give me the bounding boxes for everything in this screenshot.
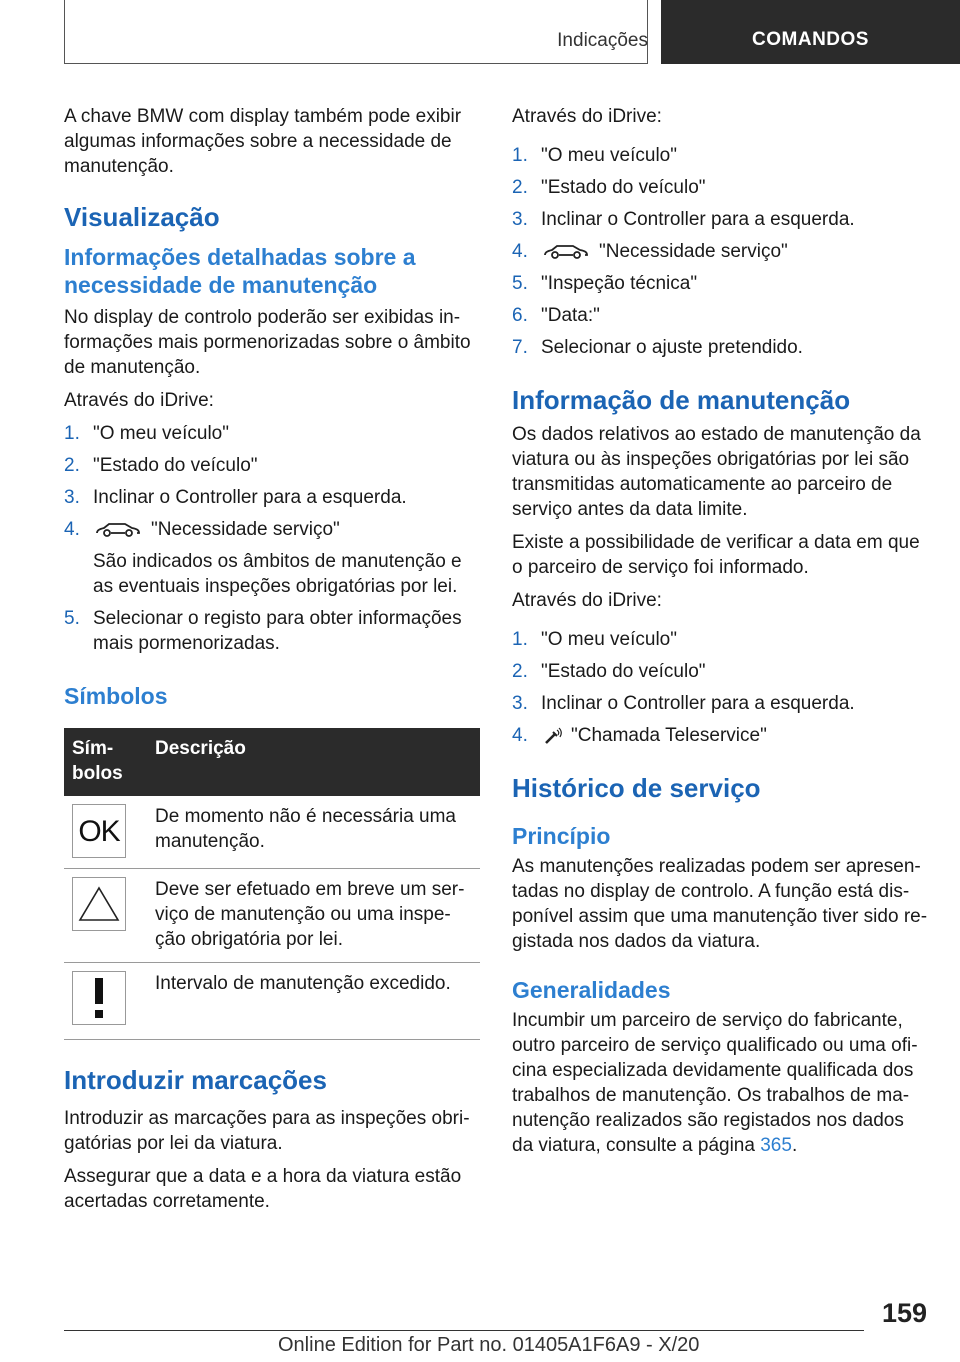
- right-column: [512, 104, 928, 1166]
- via-idrive-2: Através do iDrive:: [512, 590, 662, 611]
- list-item: 1. "O meu veículo": [512, 629, 677, 650]
- list-item: 4. "Chamada Teleservice": [512, 725, 767, 746]
- heading-historico: Histórico de serviço: [512, 773, 761, 803]
- page-number: 159: [881, 1298, 927, 1328]
- heading-visualizacao: Visualização: [64, 202, 220, 232]
- list-item: 4. "Necessidade serviço" São indicados os âmbitos de manutenção e as eventuais inspeções obrigatórias por lei.: [64, 519, 462, 597]
- heading-principio: Princípio: [512, 823, 611, 849]
- car-icon: [543, 244, 589, 260]
- table-cell: Intervalo de manutenção excedido.: [147, 963, 480, 1040]
- ok-icon: OK: [72, 804, 126, 858]
- table-row: [64, 869, 480, 963]
- page-link[interactable]: 365: [760, 1135, 792, 1156]
- footer-text: Online Edition for Part no. 01405A1F6A9 - X/20: [278, 1334, 700, 1356]
- list-item: 7. Selecionar o ajuste pretendido.: [512, 337, 803, 358]
- header-section: Indicações: [557, 30, 648, 51]
- steps-list-2: [512, 627, 928, 748]
- principle-text: As manutenções realizadas podem ser apresentadas no display de controlo. A função está disponível assim que uma manutenção tiver sido registada nos dados da viatura.: [512, 856, 928, 952]
- exclamation-icon: [72, 971, 126, 1025]
- list-item: 5. "Inspeção técnica": [512, 273, 698, 294]
- list-item: 2. "Estado do veículo": [512, 661, 706, 682]
- list-item: 5. Selecionar o registo para obter informações mais pormenorizadas.: [64, 608, 462, 654]
- header-chapter: COMANDOS: [661, 0, 960, 64]
- heading-informacoes: Informações detalhadas sobre a necessidade de manutenção: [64, 244, 416, 298]
- table-row: [64, 963, 480, 1040]
- list-item: 4. "Necessidade serviço": [512, 241, 788, 262]
- list-item: 1. "O meu veículo": [64, 423, 229, 444]
- table-cell: Deve ser efetuado em breve um serviço de manutenção ou uma inspeção obrigatória por lei.: [147, 869, 480, 963]
- teleservice-icon: [543, 727, 563, 745]
- steps-list: [512, 143, 928, 360]
- intro-marks-text: Introduzir as marcações para as inspeções obrigatórias por lei da viatura.: [64, 1108, 470, 1154]
- col-header-descricao: Descrição: [147, 728, 480, 796]
- car-icon: [95, 522, 141, 538]
- symbols-table: [64, 728, 480, 1040]
- left-column: [64, 104, 480, 1222]
- assure-text: Assegurar que a data e a hora da viatura estão acertadas corretamente.: [64, 1166, 462, 1212]
- steps-list: [64, 421, 480, 656]
- info-text: No display de controlo poderão ser exibidas informações mais pormenorizadas sobre o âmbito de manutenção.: [64, 307, 471, 378]
- list-item: 3. Inclinar o Controller para a esquerda.: [512, 693, 855, 714]
- col-header-simbolos: Símbolos: [64, 728, 147, 796]
- list-item: 2. "Estado do veículo": [512, 177, 706, 198]
- footer-divider: [64, 1330, 864, 1331]
- list-item: 3. Inclinar o Controller para a esquerda.: [64, 487, 407, 508]
- list-item: 2. "Estado do veículo": [64, 455, 258, 476]
- list-item: 3. Inclinar o Controller para a esquerda.: [512, 209, 855, 230]
- heading-introduzir: Introduzir marcações: [64, 1065, 327, 1095]
- via-idrive: Através do iDrive:: [512, 106, 662, 127]
- table-row: [64, 796, 480, 869]
- via-idrive: Através do iDrive:: [64, 390, 214, 411]
- general-text: Incumbir um parceiro de serviço do fabricante, outro parceiro de serviço qualificado ou uma oficina especializada devidamente qualificada dos trabalhos de manutenção. Os trabalhos de manutenção realizados são registados nos dados da viatura, consulte a página 365.: [512, 1010, 918, 1156]
- warning-triangle-icon: [72, 877, 126, 931]
- list-item: 1. "O meu veículo": [512, 145, 677, 166]
- heading-informacao-manutencao: Informação de manutenção: [512, 385, 851, 415]
- table-cell: De momento não é necessária uma manutenção.: [147, 796, 480, 869]
- intro-text: A chave BMW com display também pode exibir algumas informações sobre a necessidade de manutenção.: [64, 106, 462, 177]
- heading-generalidades: Generalidades: [512, 977, 671, 1003]
- list-item: 6. "Data:": [512, 305, 600, 326]
- maint-text-1: Os dados relativos ao estado de manutenção da viatura ou às inspeções obrigatórias por lei são transmitidas automaticamente ao parceiro de serviço antes da data limite.: [512, 424, 921, 520]
- maint-text-2: Existe a possibilidade de verificar a data em que o parceiro de serviço foi informado.: [512, 532, 920, 578]
- heading-simbolos: Símbolos: [64, 683, 168, 709]
